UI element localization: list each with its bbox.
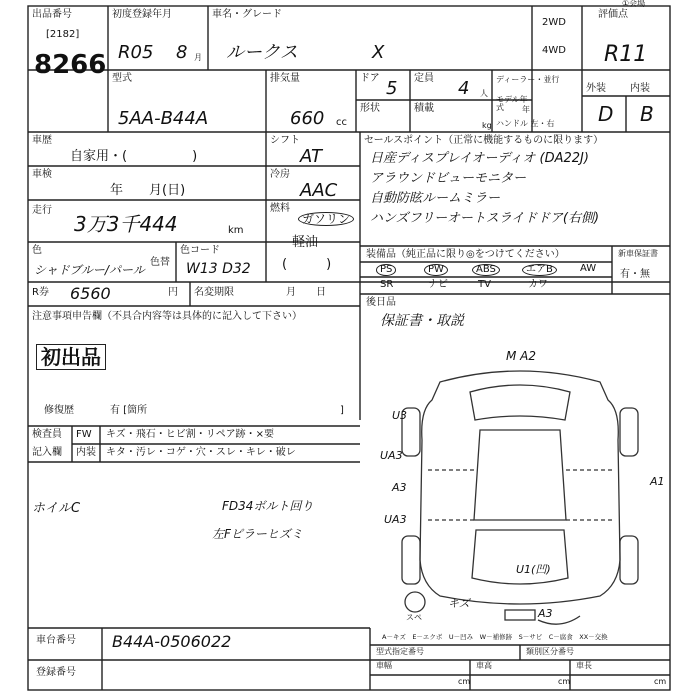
equipment-title: 装備品（純正品に限り◎をつけてください）: [366, 249, 565, 260]
diagram-mark-right: A1: [650, 475, 665, 488]
displacement-value: 660: [290, 108, 325, 129]
comment-seat: 左Fピラーヒズミ: [212, 527, 303, 541]
equip-tv: TV: [478, 279, 491, 290]
repair-value: 有 [箇所: [110, 405, 148, 416]
exterior-score: D: [598, 102, 614, 126]
yen-unit: 円: [168, 287, 178, 298]
sales-point: 自動防眩ルームミラー: [370, 191, 501, 206]
class-label: 類別区分番号: [526, 647, 574, 656]
model-label: 型式: [112, 73, 132, 84]
ac-label: 冷房: [270, 169, 290, 180]
model-spec-label: 型式指定番号: [376, 647, 424, 656]
car-damage-diagram: [402, 371, 638, 624]
equip-leather: カワ: [528, 279, 548, 290]
equip-aw: AW: [580, 263, 597, 274]
sales-points-list: [370, 152, 599, 232]
first-registration-year: R05: [118, 42, 154, 63]
warranty-value: 有・無: [620, 269, 650, 280]
sales-point: ハンズフリーオートスライドドア(右側): [370, 211, 600, 226]
person-unit: 人: [480, 89, 488, 98]
diagram-mark-sumi: スペ: [406, 613, 422, 622]
frame-number-label: 車台番号: [36, 635, 76, 646]
reg-expiry-label: 名変期限: [194, 287, 234, 298]
mileage-label: 走行: [32, 205, 52, 216]
width-cm: cm: [458, 677, 471, 686]
grade: X: [372, 42, 385, 63]
equip-airbag: エアB: [522, 264, 557, 276]
diagram-mark-rear: U1(凹): [516, 563, 551, 576]
height-label: 車高: [476, 661, 492, 670]
first-registration-month: 8: [176, 42, 188, 63]
mileage-value: 3万3千444: [74, 212, 178, 236]
year-unit: 年: [522, 105, 530, 114]
shift-label: シフト: [270, 135, 300, 146]
repair-label: 修復歴: [44, 405, 74, 416]
model-value: 5AA-B44A: [118, 108, 209, 129]
lot-number: 8266: [34, 50, 107, 80]
model-year-label: モデル年式: [496, 95, 528, 112]
handle-label: ハンドル 左・右: [496, 119, 555, 128]
drive-4wd: 4WD: [542, 45, 566, 56]
first-listing-stamp: 初出品: [36, 344, 106, 370]
width-label: 車幅: [376, 661, 392, 670]
reg-expiry-value: 月 日: [286, 287, 326, 298]
equip-abs: ABS: [472, 264, 500, 276]
fw-items: キズ・飛石・ヒビ割・リペア跡・×要: [106, 429, 274, 440]
frame-number-value: B44A-0506022: [112, 632, 232, 651]
fuel-alt: 軽油: [292, 235, 319, 250]
fuel-label: 燃料: [270, 203, 290, 214]
inspection-label: 車検: [32, 169, 52, 180]
capacity-value: 4: [458, 78, 470, 99]
aftermarket-label: 後日品: [366, 297, 396, 308]
color-label: 色: [32, 245, 42, 256]
color-value: シャドブルー/パール: [34, 263, 145, 277]
color-code-value: W13 D32: [186, 261, 251, 277]
interior-label: 内装: [630, 83, 650, 94]
recycle-value: 6560: [70, 284, 111, 303]
fw-label: FW: [76, 429, 92, 440]
repair-close: ]: [340, 405, 344, 416]
shift-value: AT: [300, 146, 322, 167]
lot-label: 出品番号: [32, 9, 72, 20]
car-name: ルークス: [226, 42, 298, 63]
color-code-label: 色コード: [180, 245, 220, 256]
dealer-label: ディーラー・並行: [496, 75, 560, 84]
displacement-label: 排気量: [270, 73, 300, 84]
shape-label: 形状: [360, 103, 380, 114]
eval-label: 評価点: [598, 9, 628, 20]
drive-2wd: 2WD: [542, 17, 566, 28]
recycle-label: R券: [32, 287, 49, 298]
warranty-label: 新車保証書: [618, 249, 658, 258]
interior-score: B: [640, 102, 654, 126]
car-name-label: 車名・グレード: [212, 9, 282, 20]
inner-items: キタ・汚レ・コゲ・穴・スレ・キレ・破レ: [106, 447, 296, 458]
equip-ps: PS: [376, 264, 396, 276]
diagram-mark-kizu: キズ: [448, 597, 470, 610]
ac-value: AAC: [300, 180, 338, 201]
aftermarket-value: 保証書・取説: [380, 313, 464, 329]
fuel-paren: ( ): [282, 257, 332, 272]
inner-label: 内装: [76, 447, 96, 458]
diagram-mark-left-2: UA3: [380, 449, 403, 462]
diagram-mark-bottom: A3: [538, 607, 553, 620]
equip-navi: ナビ: [428, 279, 448, 290]
comment-front: FD34ボルト回り: [222, 499, 314, 513]
cc-unit: cc: [336, 117, 347, 128]
capacity-label: 定員: [414, 73, 434, 84]
sales-point: アラウンドビューモニター: [370, 171, 527, 186]
month-unit: 月: [194, 53, 202, 62]
history-value: 自家用・( ): [70, 149, 198, 164]
equip-sr: SR: [380, 279, 394, 290]
diagram-mark-left-1: U3: [392, 409, 408, 422]
sales-title: セールスポイント（正常に機能するものに限ります）: [364, 135, 604, 146]
doors-value: 5: [386, 78, 398, 99]
damage-legend: A－キズ E－エクボ U－凹み W－補修跡 S－サビ C－腐食 XX－交換: [382, 633, 608, 641]
sales-point: 日産ディスプレイオーディオ (DA22J): [370, 151, 589, 166]
first-registration-label: 初度登録年月: [112, 9, 172, 20]
lot-sub-number: [2182]: [46, 29, 80, 40]
diagram-top-mark: M A2: [506, 349, 537, 363]
inspector-label-2: 記入欄: [32, 447, 62, 458]
eval-score: R11: [604, 42, 648, 67]
corner-note: ①会場: [622, 0, 646, 8]
notes-title: 注意事項申告欄（不具合内容等は具体的に記入して下さい）: [32, 311, 302, 322]
history-label: 車歴: [32, 135, 52, 146]
registration-number-label: 登録番号: [36, 667, 76, 678]
length-cm: cm: [654, 677, 667, 686]
doors-label: ドア: [360, 73, 380, 84]
height-cm: cm: [558, 677, 571, 686]
length-label: 車長: [576, 661, 592, 670]
load-label: 積載: [414, 103, 434, 114]
kg-unit: kg: [482, 121, 492, 130]
inspection-value: 年 月(日): [110, 183, 186, 198]
exterior-label: 外装: [586, 83, 606, 94]
km-unit: km: [228, 225, 244, 236]
diagram-mark-left-3: A3: [392, 481, 407, 494]
inspector-label-1: 検査員: [32, 429, 62, 440]
color-change-label: 色替: [150, 257, 170, 268]
comment-wheel: ホイルC: [32, 501, 81, 516]
diagram-mark-left-4: UA3: [384, 513, 407, 526]
equip-pw: PW: [424, 264, 448, 276]
fuel-value: ガソリン: [298, 212, 354, 226]
